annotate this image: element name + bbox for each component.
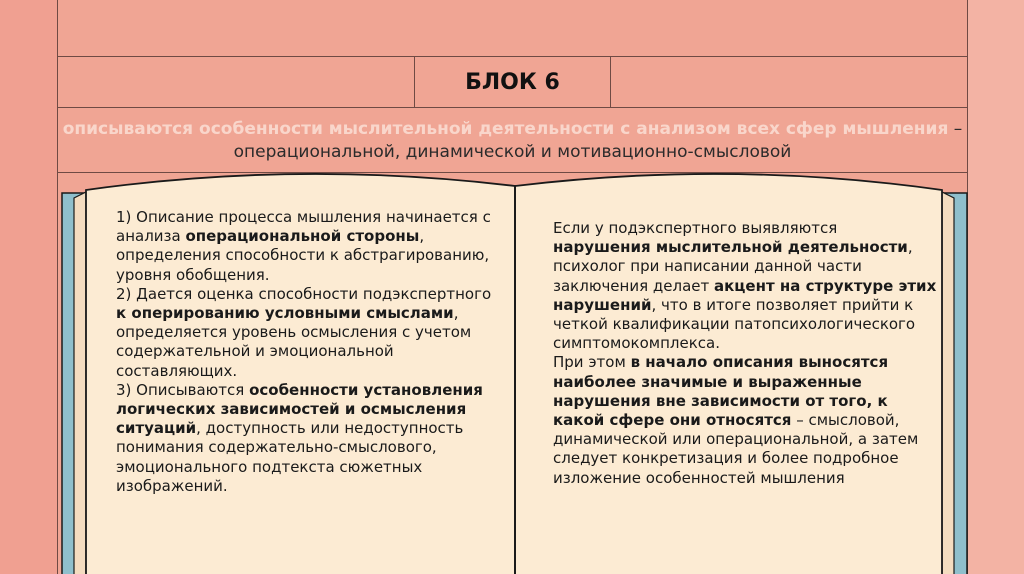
text-run: , психолог при написании данной части заключения делает (553, 238, 913, 295)
text-run: При этом (553, 353, 631, 372)
block-title: БЛОК 6 (465, 69, 560, 95)
text-run: 3) Описываются (116, 380, 250, 399)
text-run: , доступность или недоступность понимания содержательно-смыслового, эмоционального подтекста сюжетных изображений. (116, 419, 464, 495)
left-page-text (116, 208, 496, 496)
page-stack-right (942, 192, 954, 574)
subtitle-rest: – операциональной, динамической и мотивационно-смысловой (233, 119, 963, 162)
text-run: 2) Дается оценка способности подэкспертного (116, 284, 492, 303)
left-paragraph-1 (116, 208, 496, 285)
right-paragraph-1 (553, 219, 938, 353)
text-run-bold: операциональной стороны (185, 227, 420, 246)
text-run: Если у подэкспертного выявляются (553, 219, 838, 237)
right-paragraph-2 (553, 353, 938, 487)
left-paragraph-2 (116, 285, 496, 381)
subtitle-highlight: описываются особенности мыслительной деятельности с анализом всех сфер мышления (62, 119, 949, 139)
text-run-bold: акцент на структуре этих нарушений (553, 276, 937, 314)
text-run: , что в итоге позволяет прийти к четкой квалификации патопсихологического симптомокомплекса. (553, 295, 916, 353)
text-run-bold: нарушения мыслительной деятельности (553, 238, 908, 257)
text-run: , определяется уровень осмысления с учетом содержательной и эмоциональной составляющих. (116, 304, 472, 380)
text-run: – смысловой, динамической или операциональной, а затем следует конкретизация и более подробное изложение особенностей мышления (553, 411, 919, 487)
text-run: 1) Описание процесса мышления начинается с анализа (116, 208, 491, 246)
right-page-text (553, 219, 938, 488)
text-run-bold: особенности установления логических зависимостей и осмысления ситуаций (116, 380, 483, 438)
text-run: , определения способности к абстрагированию, уровня обобщения. (116, 227, 490, 284)
text-run-bold: в начало описания выносятся наиболее значимые и выраженные нарушения вне зависимости от того, к какой сфере они относятся (553, 353, 889, 430)
page-stack-left (74, 192, 86, 574)
left-paragraph-3 (116, 381, 496, 496)
text-run-bold: к оперированию условными смыслами (116, 304, 454, 323)
